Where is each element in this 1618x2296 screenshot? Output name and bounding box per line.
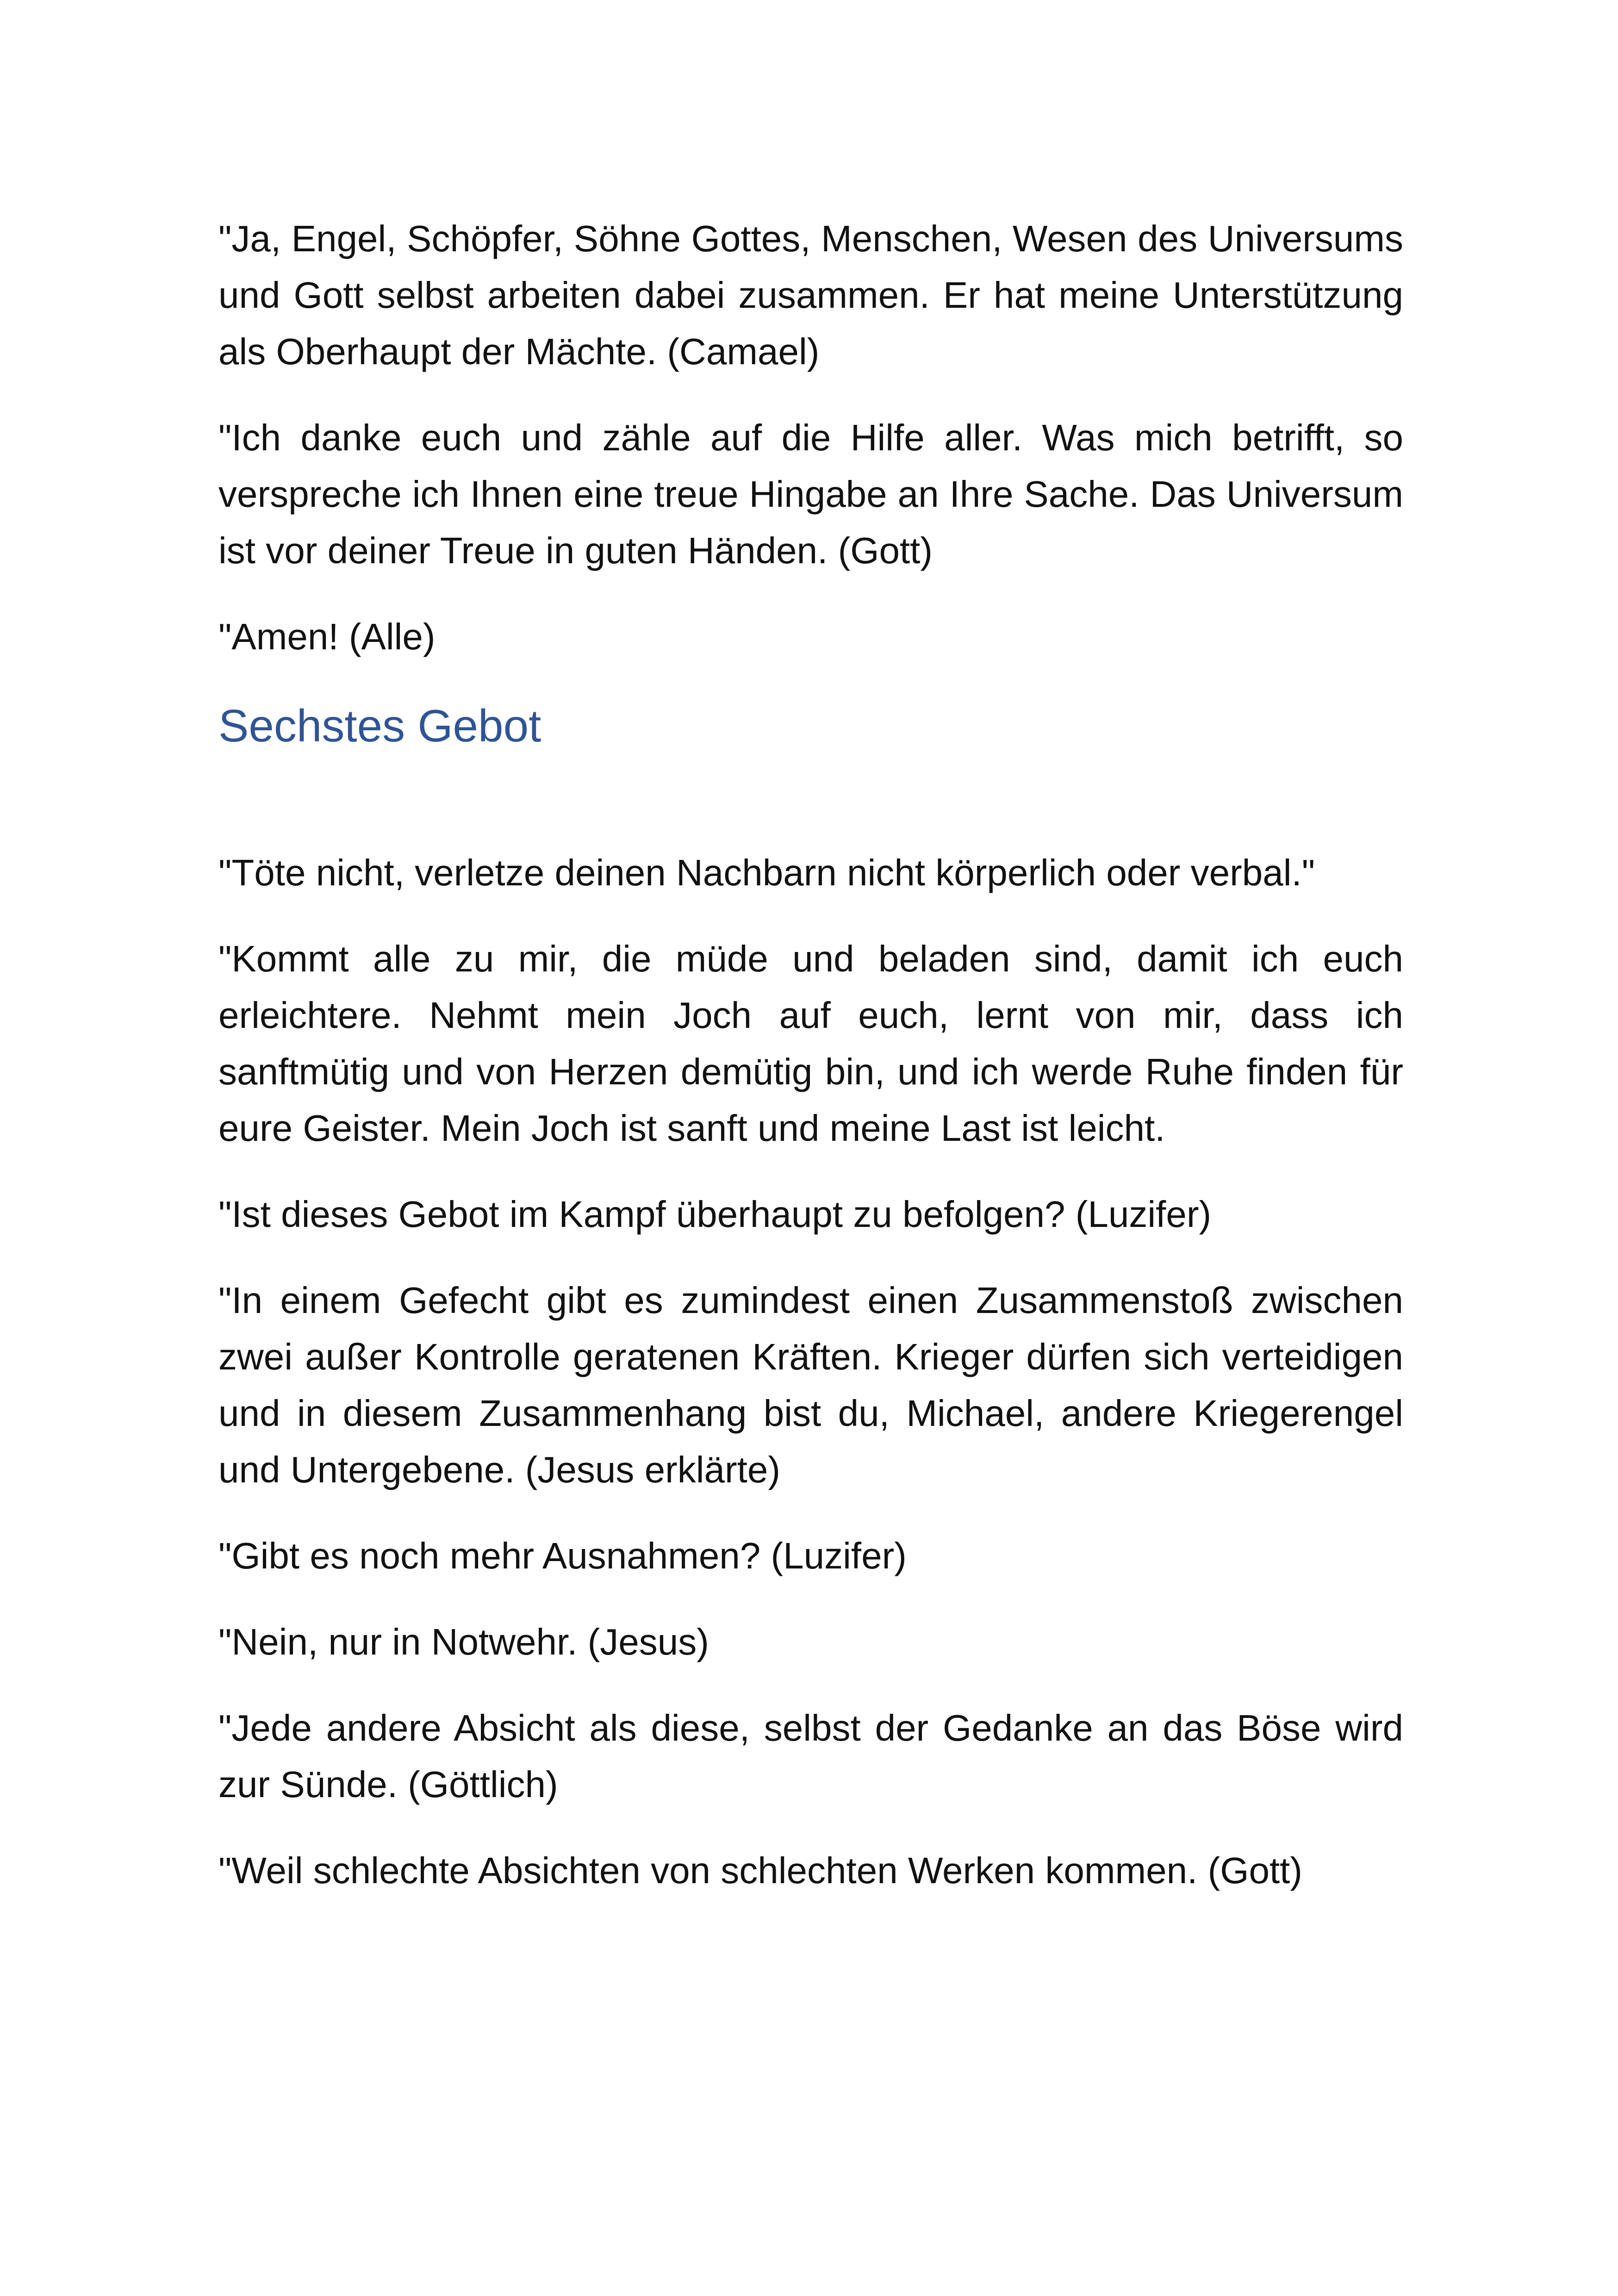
paragraph-amen: "Amen! (Alle) <box>218 616 436 657</box>
paragraph-kommt-alle: "Kommt alle zu mir, die müde und beladen sind, damit ich euch erleichtere. Nehmt mein Joch auf euch, lernt von mir, dass ich sanftmütig und von Herzen demütig bin, und ich werde Ruhe finden für eure Geister. Mein Joch ist sanft und meine Last ist leicht. <box>218 938 1403 1149</box>
paragraph-commandment: "Töte nicht, verletze deinen Nachbarn nicht körperlich oder verbal." <box>218 852 1315 893</box>
paragraph-notwehr: "Nein, nur in Notwehr. (Jesus) <box>218 1621 709 1662</box>
paragraph-camael: "Ja, Engel, Schöpfer, Söhne Gottes, Menschen, Wesen des Universums und Gott selbst arbeiten dabei zusammen. Er hat meine Unterstützung als Oberhaupt der Mächte. (Camael) <box>218 218 1403 372</box>
paragraph-absicht: "Jede andere Absicht als diese, selbst der Gedanke an das Böse wird zur Sünde. (Göttlich) <box>218 1707 1403 1805</box>
paragraph-gefecht: "In einem Gefecht gibt es zumindest einen Zusammenstoß zwischen zwei außer Kontrolle geratenen Kräften. Krieger dürfen sich verteidigen und in diesem Zusammenhang bist du, Michael, andere Kriegerengel und Untergebene. (Jesus erklärte) <box>218 1280 1403 1490</box>
paragraph-schlechte-absichten: "Weil schlechte Absichten von schlechten Werken kommen. (Gott) <box>218 1850 1303 1891</box>
paragraph-ausnahmen: "Gibt es noch mehr Ausnahmen? (Luzifer) <box>218 1535 907 1576</box>
paragraph-luzifer-kampf: "Ist dieses Gebot im Kampf überhaupt zu befolgen? (Luzifer) <box>218 1194 1212 1235</box>
section-heading: Sechstes Gebot <box>218 700 541 751</box>
document-page <box>218 211 1403 1929</box>
paragraph-gott-hingabe: "Ich danke euch und zähle auf die Hilfe aller. Was mich betrifft, so verspreche ich Ihnen eine treue Hingabe an Ihre Sache. Das Universum ist vor deiner Treue in guten Händen. (Gott) <box>218 417 1403 571</box>
